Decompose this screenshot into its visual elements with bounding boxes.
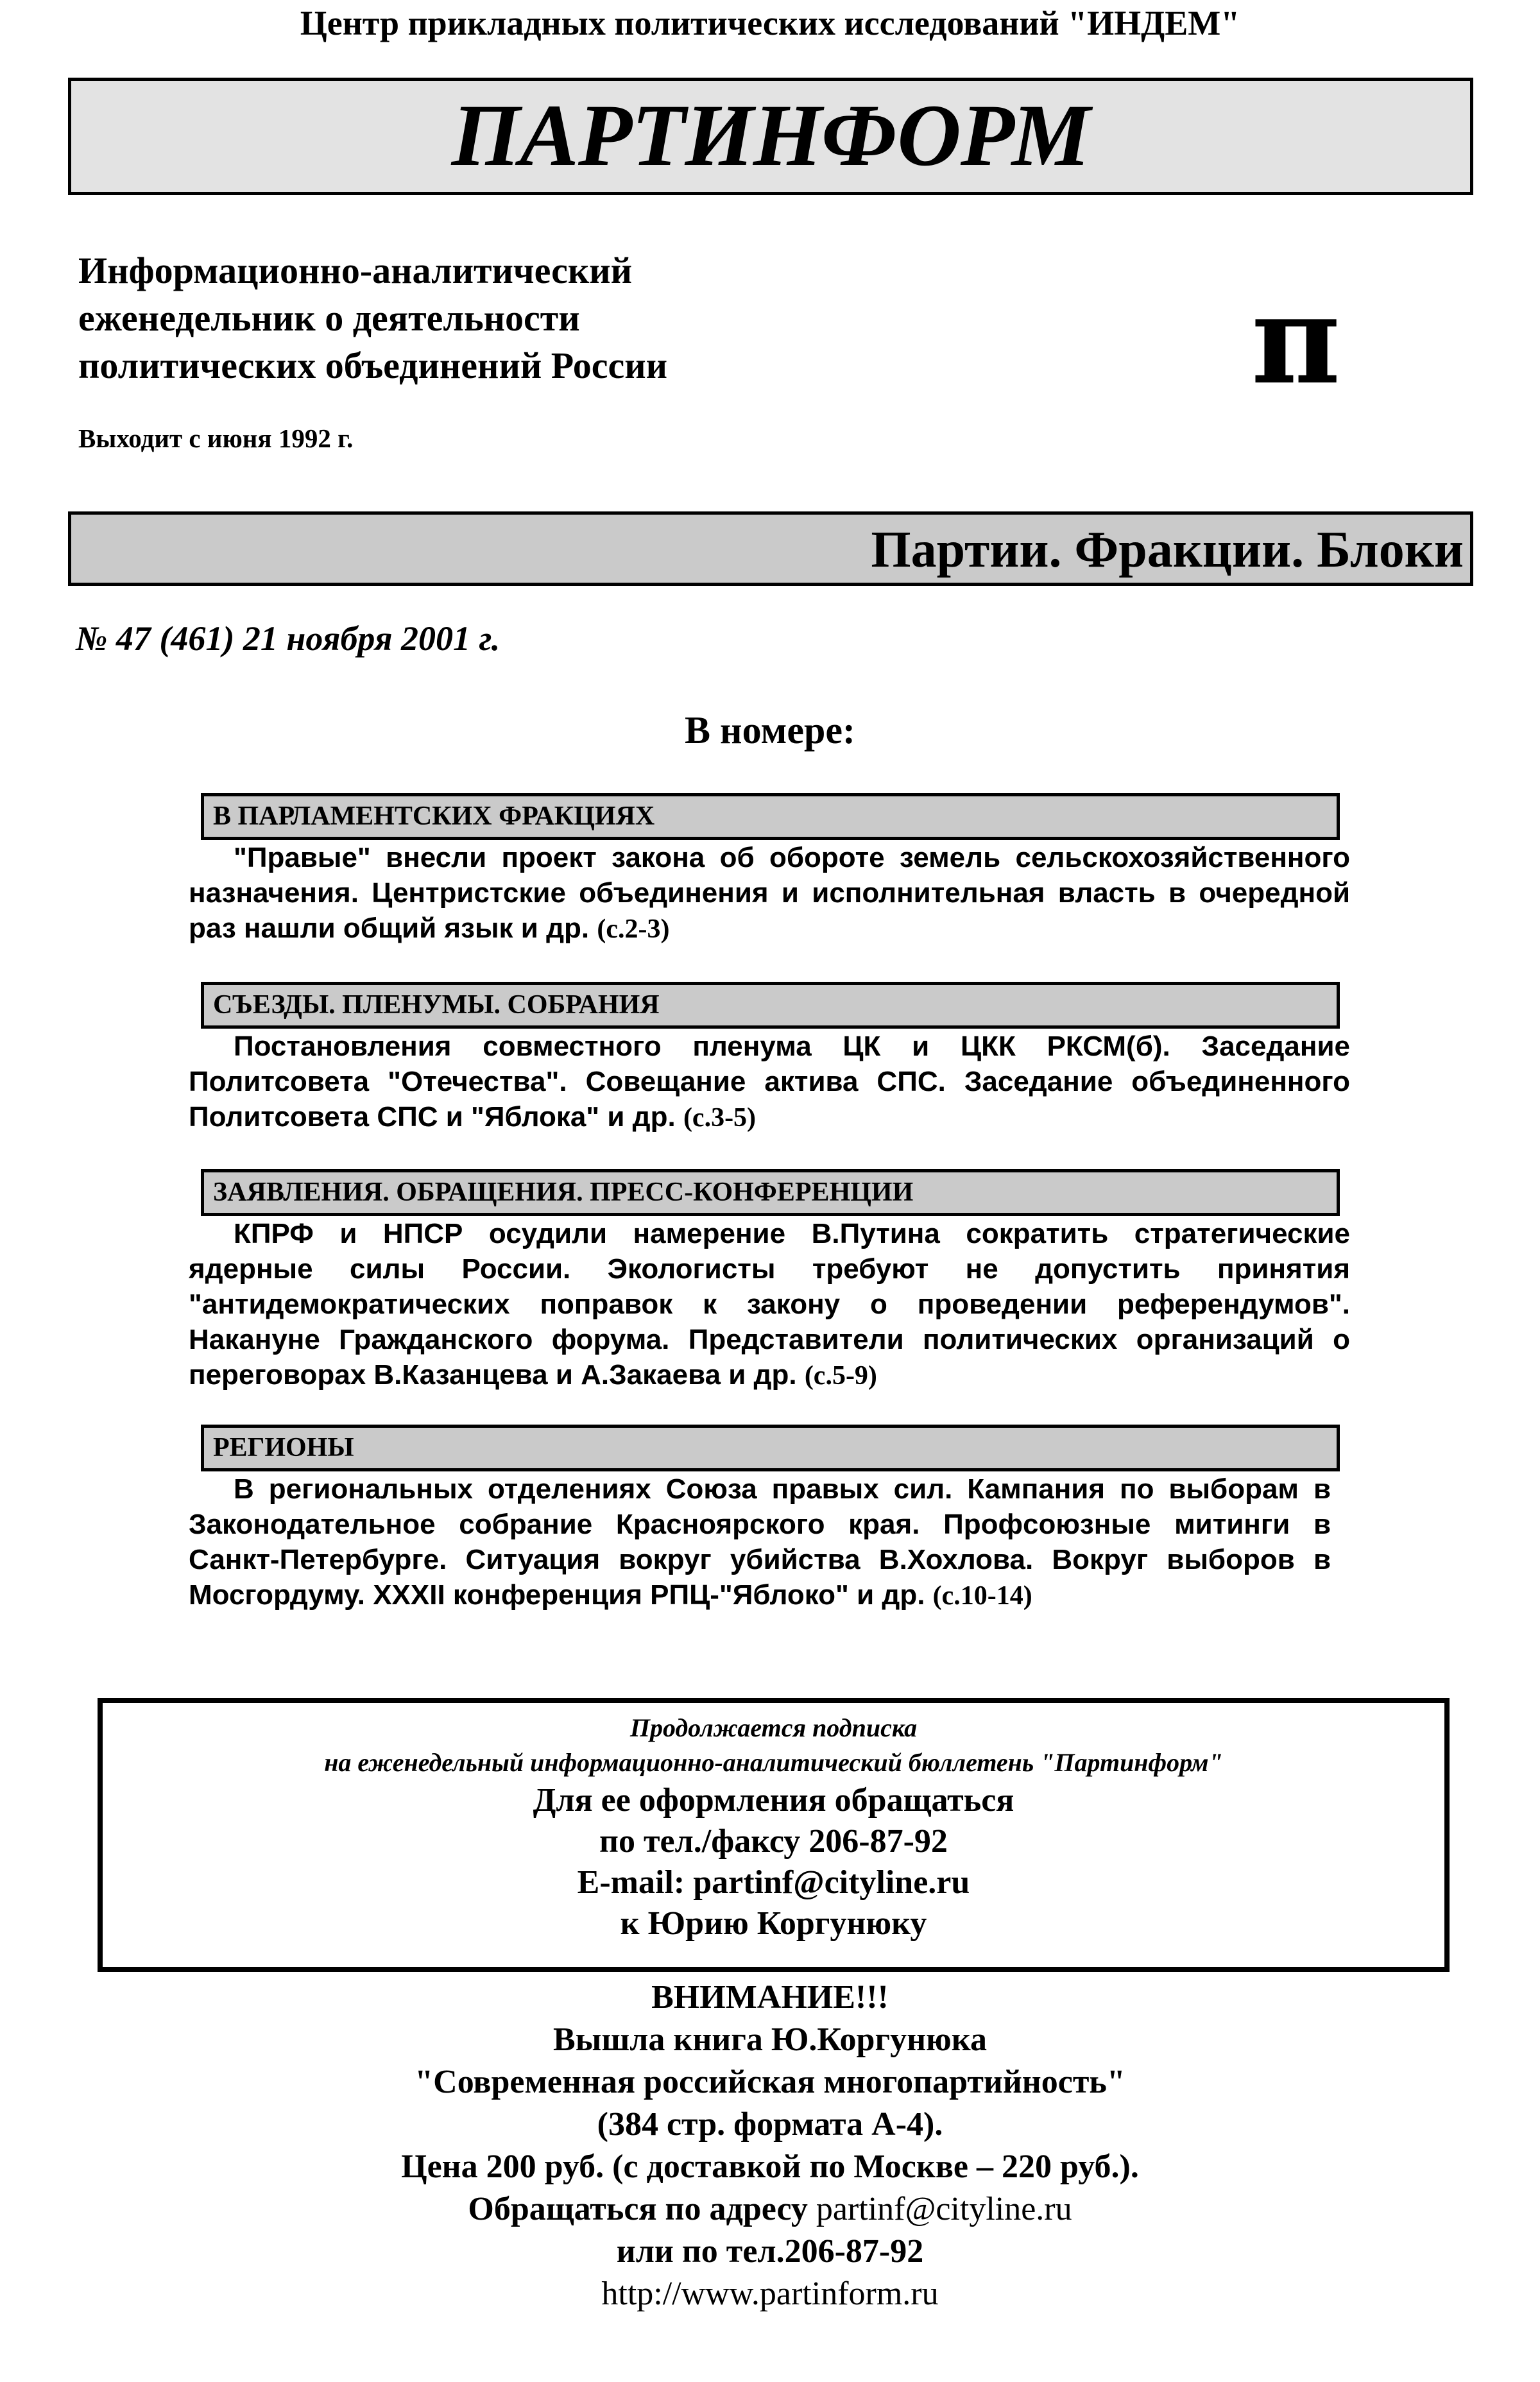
book-released: Вышла книга Ю.Коргунюка	[553, 2021, 987, 2058]
page-reference[interactable]: (с.2-3)	[597, 914, 670, 944]
section-title: ЗАЯВЛЕНИЯ. ОБРАЩЕНИЯ. ПРЕСС-КОНФЕРЕНЦИИ	[201, 1169, 1340, 1216]
summary-text: Постановления совместного пленума ЦК и ЦКК РКСМ(б). Заседание Политсовета "Отечества". Совещание актива СПС. Заседание объединенного Политсовета СПС и "Яблока" и др.	[189, 1031, 1350, 1133]
section-title: РЕГИОНЫ	[201, 1425, 1340, 1471]
book-format: (384 стр. формата А-4).	[597, 2106, 943, 2143]
book-announcement	[0, 1976, 1540, 2315]
section-summary	[189, 1216, 1350, 1394]
attention-label: ВНИМАНИЕ!!!	[651, 1979, 889, 2016]
summary-text: "Правые" внесли проект закона об обороте земель сельскохозяйственного назначения. Центристские объединения и исполнительная власть в очередной раз нашли общий язык и др.	[189, 842, 1350, 944]
rubric-title: Партии. Фракции. Блоки	[871, 522, 1464, 578]
summary-text: В региональных отделениях Союза правых сил. Кампания по выборам в Законодательное собрание Красноярского края. Профсоюзные митинги в Санкт-Петербурге. Ситуация вокруг убийства В.Хохлова. Вокруг выборов в Мосгордуму. XXXII конференция РПЦ-"Яблоко" и др.	[189, 1473, 1331, 1611]
page-reference[interactable]: (с.10-14)	[932, 1581, 1032, 1611]
rubric-banner	[68, 511, 1473, 586]
section-summary	[189, 1471, 1331, 1614]
issue-number-date: № 47 (461) 21 ноября 2001 г.	[76, 619, 501, 658]
description-line: еженедельник о деятельности	[78, 297, 580, 339]
description-line: Информационно-аналитический	[78, 250, 633, 291]
masthead-title: ПАРТИНФОРМ	[451, 86, 1090, 184]
section-summary	[189, 840, 1350, 947]
description-line: политических объединений России	[78, 345, 668, 386]
subscription-email[interactable]: E-mail: partinf@cityline.ru	[577, 1864, 970, 1901]
subscription-note: Продолжается подписка	[629, 1713, 918, 1742]
section-summary	[189, 1029, 1350, 1136]
section-title: В ПАРЛАМЕНТСКИХ ФРАКЦИЯХ	[201, 793, 1340, 840]
contents-heading: В номере:	[685, 709, 855, 751]
page-reference[interactable]: (с.3-5)	[683, 1103, 757, 1133]
subscription-note: на еженедельный информационно-аналитический бюллетень "Партинформ"	[324, 1748, 1223, 1777]
subscription-person: к Юрию Коргунюку	[620, 1905, 927, 1942]
contact-email-link[interactable]: partinf@cityline.ru	[816, 2191, 1072, 2227]
book-contact	[0, 2188, 1540, 2231]
summary-text: КПРФ и НПСР осудили намерение В.Путина сократить стратегические ядерные силы России. Экологисты требуют не допустить принятия "антидемократических поправок к закону о проведении референдумов". Накануне Гражданского форума. Представители политических организаций о переговорах В.Казанцева и А.Закаева и др.	[189, 1218, 1350, 1391]
contents-section	[189, 1425, 1350, 1614]
organization-header: Центр прикладных политических исследований "ИНДЕМ"	[300, 4, 1240, 42]
subscription-phone: по тел./факсу 206-87-92	[599, 1823, 948, 1860]
book-price: Цена 200 руб. (с доставкой по Москве – 220 руб.).	[401, 2148, 1139, 2185]
subscription-box	[98, 1698, 1450, 1972]
published-since: Выходит с июня 1992 г.	[78, 424, 354, 453]
pi-icon: π	[1251, 268, 1341, 411]
publication-description	[78, 247, 667, 390]
book-phone: или по тел.206-87-92	[616, 2233, 924, 2270]
contents-section	[189, 793, 1350, 947]
contents-section	[189, 982, 1350, 1136]
page-reference[interactable]: (с.5-9)	[804, 1361, 877, 1391]
masthead-box	[68, 78, 1473, 195]
subscription-contact: Для ее оформления обращаться	[533, 1782, 1014, 1819]
section-title: СЪЕЗДЫ. ПЛЕНУМЫ. СОБРАНИЯ	[201, 982, 1340, 1029]
contents-section	[189, 1169, 1350, 1394]
website-link[interactable]: http://www.partinform.ru	[601, 2275, 939, 2312]
contact-prefix: Обращаться по адресу	[468, 2191, 808, 2227]
book-title: "Современная российская многопартийность"	[415, 2064, 1125, 2100]
